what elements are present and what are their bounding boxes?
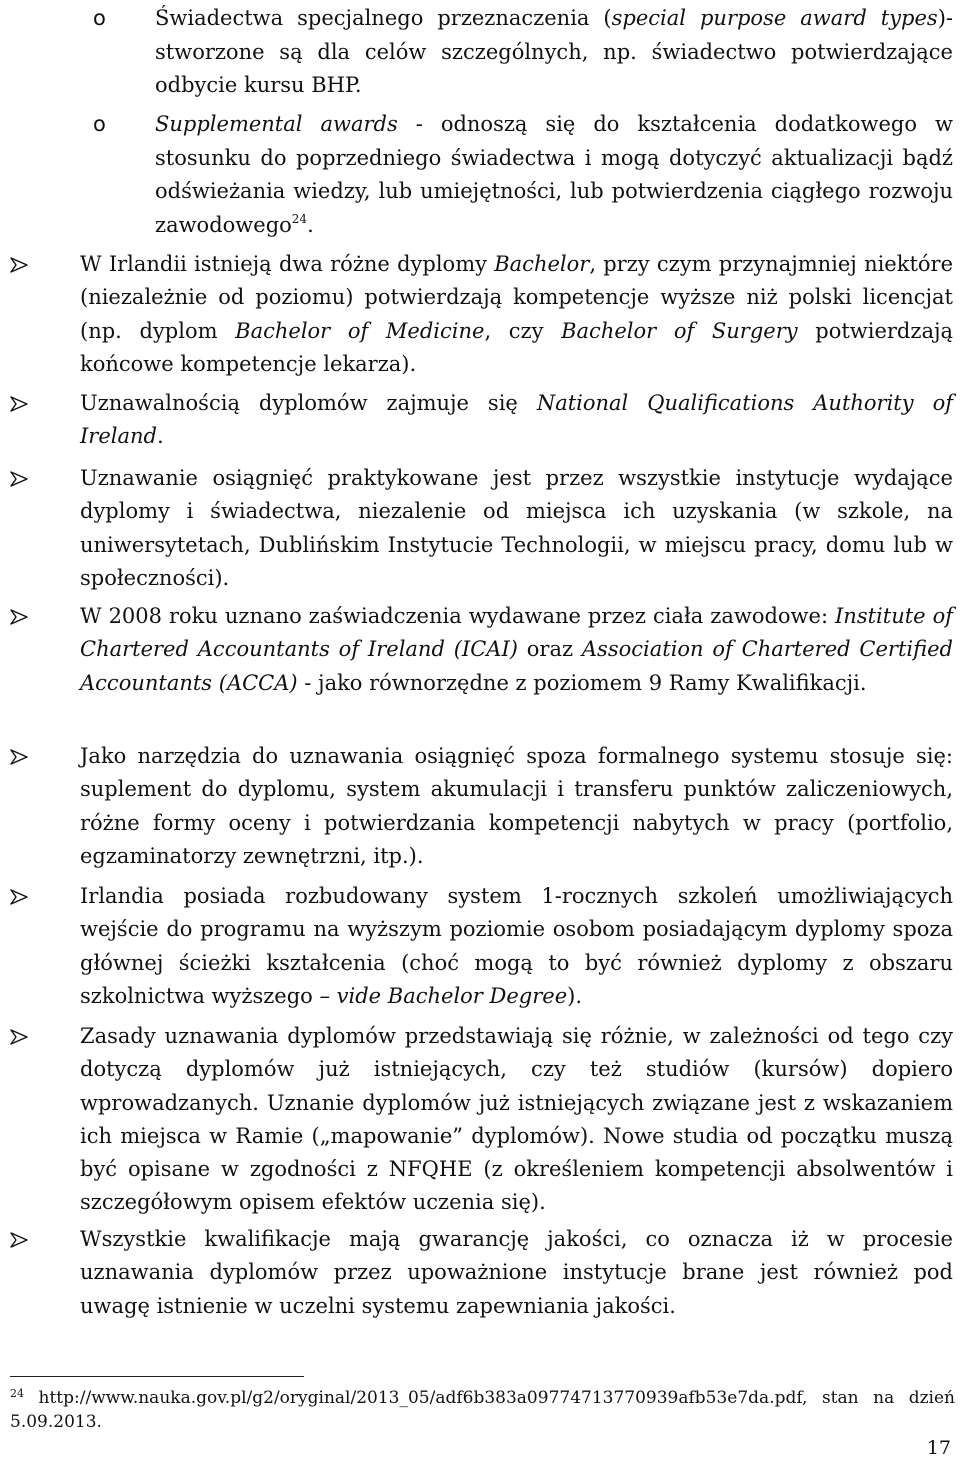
footnote-text[interactable]: http://www.nauka.gov.pl/g2/oryginal/2013_05/adf6b383a09774713770939afb53e7da.pdf, stan na dzień 5.09.2013. <box>10 1388 955 1432</box>
arrow-bullet-icon <box>10 1029 28 1045</box>
list-item-text: Uznawanie osiągnięć praktykowane jest przez wszystkie instytucje wydające dyplomy i świadectwa, niezalenie od miejsca ich uzyskania (w szkole, na uniwersytetach, Dublińskim Instytucie Technologii, w miejscu pracy, domu lub w społeczności). <box>80 466 953 590</box>
list-item <box>10 740 953 873</box>
sub-list-item <box>93 2 953 103</box>
list-item-text: W 2008 roku uznano zaświadczenia wydawane przez ciała zawodowe: Institute of Chartered Accountants of Ireland (ICAI) oraz Association of Chartered Certified Accountants (ACCA) - jako równorzędne z poziomem 9 Ramy Kwalifikacji. <box>80 604 953 695</box>
list-item-text: Irlandia posiada rozbudowany system 1-rocznych szkoleń umożliwiających wejście do programu na wyższym poziomie osobom posiadającym dyplomy spoza głównej ścieżki kształcenia (choć mogą to być również dyplomy z obszaru szkolnictwa wyższego – vide Bachelor Degree). <box>80 884 953 1008</box>
footnote-number: 24 <box>10 1387 24 1400</box>
arrow-bullet-icon <box>10 471 28 487</box>
sub-list-item-text: Świadectwa specjalnego przeznaczenia (special purpose award types)- stworzone są dla celów szczególnych, np. świadectwo potwierdzające odbycie kursu BHP. <box>155 6 953 98</box>
list-item <box>10 600 953 700</box>
list-item-text: Zasady uznawania dyplomów przedstawiają się różnie, w zależności od tego czy dotyczą dyplomów już istniejących, czy też studiów (kursów) dopiero wprowadzanych. Uznanie dyplomów już istniejących związane jest z wskazaniem ich miejsca w Ramie („mapowanie” dyplomów). Nowe studia od początku muszą być opisane w zgodności z NFQHE (z określeniem kompetencji absolwentów i szczegółowym opisem efektów uczenia się). <box>80 1024 953 1215</box>
footnote-separator <box>10 1376 304 1377</box>
list-item-text: Jako narzędzia do uznawania osiągnięć spoza formalnego systemu stosuje się: suplement do dyplomu, system akumulacji i transferu punktów zaliczeniowych, różne formy oceny i potwierdzania kompetencji nabytych w pracy (portfolio, egzaminatorzy zewnętrzni, itp.). <box>80 744 953 868</box>
list-item-text: Wszystkie kwalifikacje mają gwarancję jakości, co oznacza iż w procesie uznawania dyplomów przez upoważnione instytucje brane jest również pod uwagę istnienie w uczelni systemu zapewniania jakości. <box>80 1227 953 1318</box>
footnote <box>10 1386 955 1434</box>
arrow-bullet-icon <box>10 609 28 625</box>
circle-bullet-marker: o <box>93 6 106 30</box>
list-item <box>10 387 953 454</box>
arrow-bullet-icon <box>10 749 28 765</box>
list-item <box>10 462 953 595</box>
sub-list-item <box>93 108 953 242</box>
list-item <box>10 1223 953 1323</box>
arrow-bullet-icon <box>10 396 28 412</box>
list-item-text: Uznawalnością dyplomów zajmuje się National Qualifications Authority of Ireland. <box>80 391 953 449</box>
arrow-bullet-icon <box>10 1232 28 1248</box>
page-number: 17 <box>926 1437 951 1459</box>
arrow-bullet-icon <box>10 889 28 905</box>
circle-bullet-marker: o <box>93 112 106 136</box>
arrow-bullet-icon <box>10 257 28 273</box>
footnote-reference[interactable]: 24 <box>291 211 308 226</box>
sub-list-item-text: Supplemental awards - odnoszą się do kształcenia dodatkowego w stosunku do poprzedniego świadectwa i mogą dotyczyć aktualizacji bądź odświeżania wiedzy, lub umiejętności, lub potwierdzenia ciągłego rozwoju zawodowego$^{24}$. <box>155 112 953 237</box>
list-item <box>10 880 953 1013</box>
list-item <box>10 1020 953 1220</box>
list-item-text: W Irlandii istnieją dwa różne dyplomy Bachelor, przy czym przynajmniej niektóre (niezależnie od poziomu) potwierdzają kompetencje wyższe niż polski licencjat (np. dyplom Bachelor of Medicine, czy Bachelor of Surgery potwierdzają końcowe kompetencje lekarza). <box>80 252 954 376</box>
list-item <box>10 248 953 381</box>
